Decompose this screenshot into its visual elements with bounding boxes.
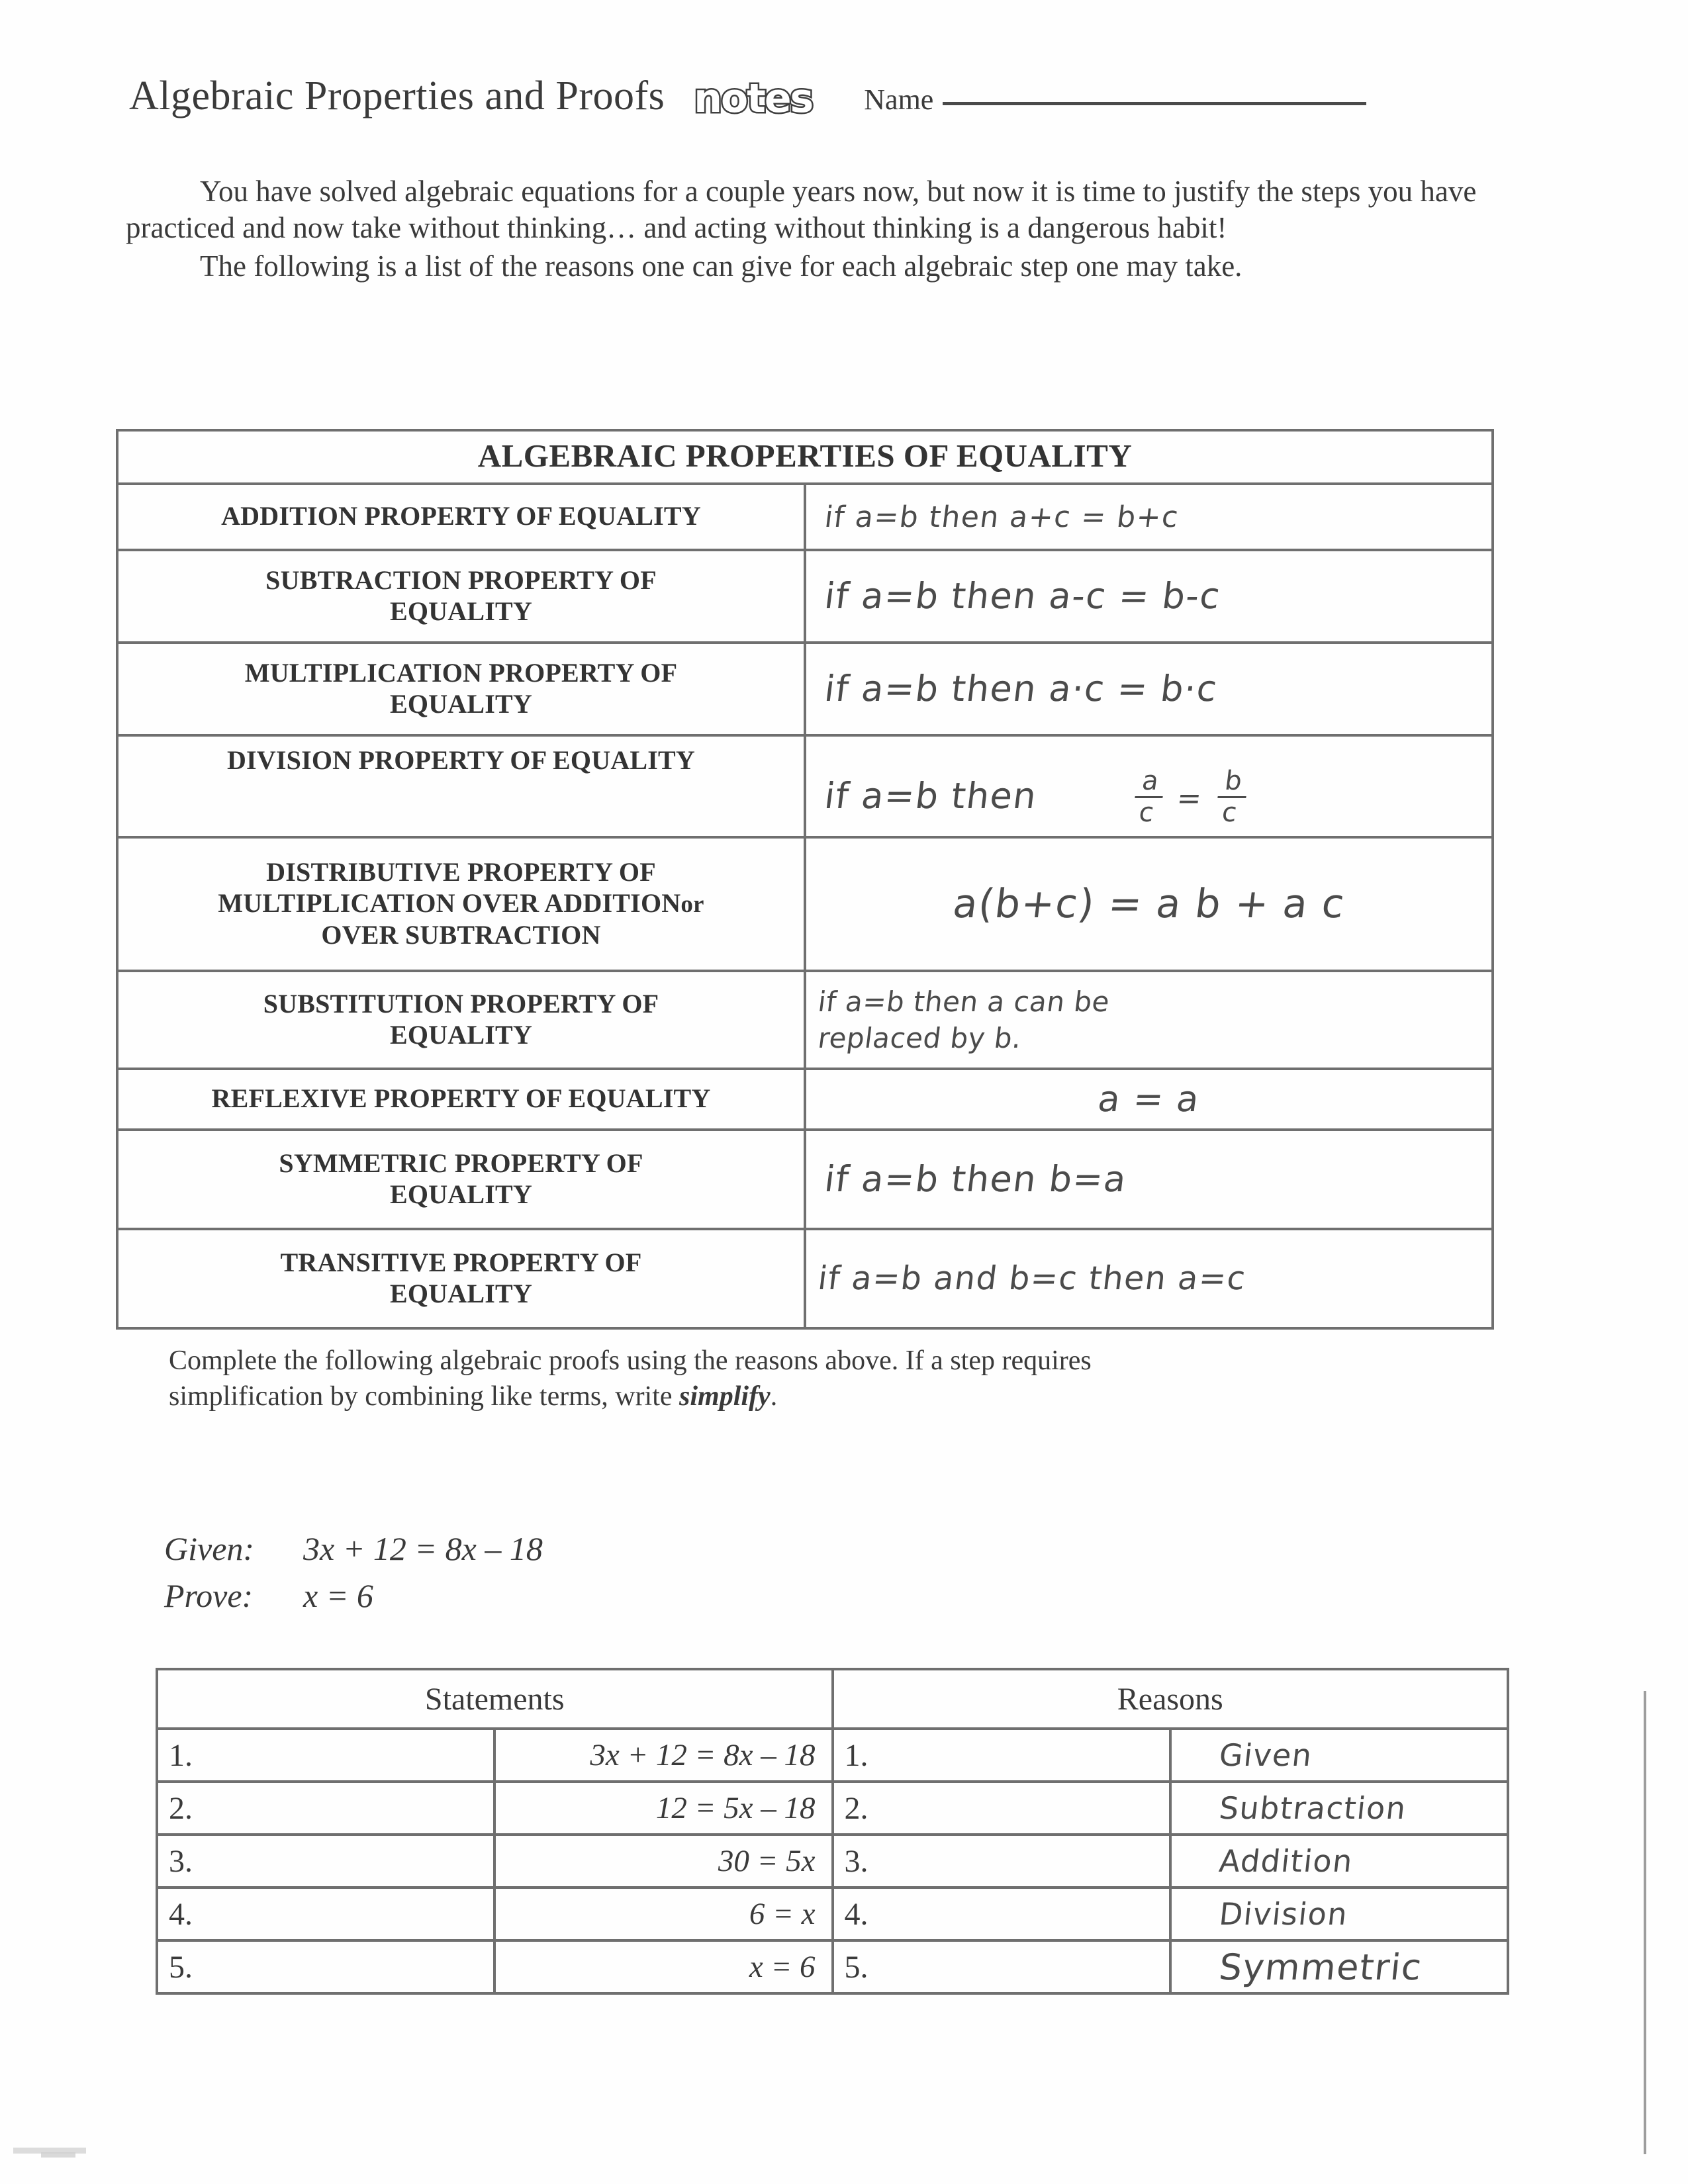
handwritten-fraction-right [1209, 766, 1253, 829]
fraction-numerator: a [1135, 768, 1167, 798]
handwritten-equals: = [1175, 781, 1205, 815]
table-row [117, 550, 1493, 643]
table-header-row [157, 1669, 1508, 1729]
property-name-reflexive: REFLEXIVE PROPERTY OF EQUALITY [117, 1069, 805, 1130]
handwritten-fraction-left [1127, 766, 1170, 829]
reason-answer[interactable] [1170, 1888, 1508, 1940]
page-header [129, 73, 1585, 120]
given-prove-block [164, 1525, 543, 1619]
reason-answer[interactable] [1170, 1940, 1508, 1993]
column-header-reasons: Reasons [833, 1669, 1509, 1729]
properties-table-title: ALGEBRAIC PROPERTIES OF EQUALITY [117, 430, 1493, 484]
handwritten-formula: if a=b and b=c then a=c [816, 1259, 1248, 1298]
fraction-denominator: c [1220, 797, 1240, 829]
handwritten-formula: if a=b then a+c = b+c [822, 500, 1182, 534]
given-row [164, 1525, 543, 1572]
name-blank-line[interactable] [943, 102, 1366, 105]
property-formula-multiplication [805, 643, 1493, 735]
notes-badge: notes [694, 75, 813, 122]
reason-answer[interactable] [1170, 1729, 1508, 1782]
handwritten-formula: a = a [1096, 1078, 1203, 1120]
handwritten-formula-prefix: if a=b then [822, 774, 1040, 817]
table-row [157, 1940, 1508, 1993]
instructions-line-1: Complete the following algebraic proofs using the reasons above. If a step requires [169, 1345, 1092, 1376]
table-row [157, 1888, 1508, 1940]
handwritten-reason: Given [1217, 1737, 1315, 1773]
statement-number: 2. [157, 1782, 494, 1835]
reason-number: 3. [833, 1835, 1170, 1888]
intro-paragraph-1: You have solved algebraic equations for a couple years now, but now it is time to justify the steps you have practiced and now take without thinking… and acting without thinking is a dangerous habit! [126, 175, 1477, 244]
statement-text: 3x + 12 = 8x – 18 [494, 1729, 832, 1782]
reason-number: 5. [833, 1940, 1170, 1993]
instructions-line-2-before: simplification by combining like terms, write [169, 1381, 680, 1412]
given-label: Given: [164, 1530, 255, 1567]
scan-smudge-artifact-2 [41, 2152, 75, 2158]
handwritten-reason: Subtraction [1217, 1790, 1409, 1826]
distributive-line-3: OVER SUBTRACTION [321, 919, 601, 950]
fraction-denominator: c [1137, 797, 1157, 829]
statement-text: x = 6 [494, 1940, 832, 1993]
handwritten-formula: if a=b then a·c = b·c [822, 668, 1221, 710]
algebraic-properties-table [116, 429, 1494, 1330]
reason-number: 2. [833, 1782, 1170, 1835]
table-row [117, 643, 1493, 735]
scan-edge-artifact [1644, 1691, 1646, 2154]
intro-paragraph-2: The following is a list of the reasons one can give for each algebraic step one may take. [200, 249, 1243, 283]
property-name-distributive [117, 837, 805, 971]
statement-number: 3. [157, 1835, 494, 1888]
property-name-addition: ADDITION PROPERTY OF EQUALITY [117, 484, 805, 550]
reason-answer[interactable] [1170, 1835, 1508, 1888]
distributive-line-1: DISTRIBUTIVE PROPERTY OF [266, 856, 656, 887]
name-label [864, 83, 1366, 116]
property-formula-reflexive [805, 1069, 1493, 1130]
property-name-symmetric: SYMMETRIC PROPERTY OF EQUALITY [117, 1130, 805, 1229]
reason-answer[interactable] [1170, 1782, 1508, 1835]
property-formula-division [805, 735, 1493, 837]
distributive-line-2: MULTIPLICATION OVER ADDITION [218, 888, 681, 919]
prove-label: Prove: [164, 1577, 254, 1614]
property-name-subtraction: SUBTRACTION PROPERTY OF EQUALITY [117, 550, 805, 643]
table-row [117, 1229, 1493, 1328]
fraction-numerator: b [1217, 768, 1250, 798]
two-column-proof-table [156, 1668, 1509, 1995]
column-header-statements: Statements [157, 1669, 833, 1729]
property-name-multiplication: MULTIPLICATION PROPERTY OF EQUALITY [117, 643, 805, 735]
handwritten-formula: if a=b then a-c = b-c [822, 575, 1223, 617]
property-formula-symmetric [805, 1130, 1493, 1229]
handwritten-formula: if a=b then b=a [822, 1158, 1129, 1201]
statement-text: 12 = 5x – 18 [494, 1782, 832, 1835]
property-formula-substitution [805, 971, 1493, 1069]
instructions-text [169, 1343, 1413, 1415]
table-row [117, 1069, 1493, 1130]
handwritten-reason: Addition [1217, 1843, 1355, 1879]
handwritten-reason: Division [1217, 1896, 1350, 1932]
property-name-transitive: TRANSITIVE PROPERTY OF EQUALITY [117, 1229, 805, 1328]
statement-text: 6 = x [494, 1888, 832, 1940]
property-formula-subtraction [805, 550, 1493, 643]
table-row [157, 1835, 1508, 1888]
table-row [157, 1782, 1508, 1835]
instructions-line-2 [169, 1379, 1413, 1415]
property-formula-addition [805, 484, 1493, 550]
prove-row [164, 1572, 543, 1619]
table-row [117, 430, 1493, 484]
table-row [117, 837, 1493, 971]
handwritten-formula: a(b+c) = a b + a c [950, 880, 1348, 927]
handwritten-formula-line-2: replaced by b. [816, 1022, 1024, 1054]
table-row [117, 735, 1493, 837]
given-value: 3x + 12 = 8x – 18 [303, 1530, 543, 1567]
intro-text [126, 173, 1493, 287]
handwritten-formula-line-1: if a=b then a can be [816, 985, 1112, 1018]
property-formula-transitive [805, 1229, 1493, 1328]
page-title: Algebraic Properties and Proofs [129, 73, 665, 118]
statement-number: 5. [157, 1940, 494, 1993]
property-formula-distributive [805, 837, 1493, 971]
table-row [117, 1130, 1493, 1229]
property-name-division: DIVISION PROPERTY OF EQUALITY [117, 735, 805, 837]
table-row [117, 484, 1493, 550]
reason-number: 4. [833, 1888, 1170, 1940]
statement-number: 4. [157, 1888, 494, 1940]
instructions-line-2-after: . [770, 1381, 778, 1412]
prove-value: x = 6 [303, 1577, 373, 1614]
property-name-substitution: SUBSTITUTION PROPERTY OF EQUALITY [117, 971, 805, 1069]
statement-number: 1. [157, 1729, 494, 1782]
table-row [117, 971, 1493, 1069]
distributive-or: or [680, 891, 704, 919]
statement-text: 30 = 5x [494, 1835, 832, 1888]
table-row [157, 1729, 1508, 1782]
reason-number: 1. [833, 1729, 1170, 1782]
handwritten-reason: Symmetric [1217, 1946, 1425, 1988]
instructions-emphasis: simplify [679, 1381, 771, 1412]
name-label-text: Name [864, 83, 934, 116]
